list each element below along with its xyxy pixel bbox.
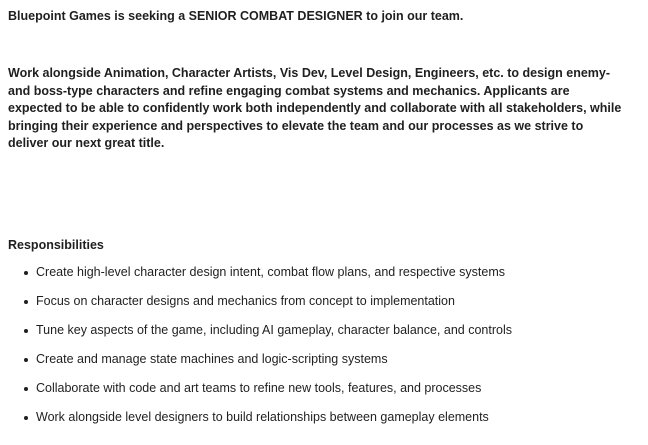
- list-item: [8, 351, 628, 380]
- responsibilities-heading: Responsibilities: [8, 238, 104, 252]
- list-item-text: Work alongside level designers to build relationships between gameplay elements: [36, 410, 489, 424]
- list-item-text: Create high-level character design intent, combat flow plans, and respective systems: [36, 265, 505, 279]
- bullet-icon: [24, 329, 28, 333]
- list-item-text: Create and manage state machines and logic-scripting systems: [36, 352, 388, 366]
- bullet-icon: [24, 387, 28, 391]
- list-item: [8, 264, 628, 293]
- list-item-text: Tune key aspects of the game, including AI gameplay, character balance, and controls: [36, 323, 512, 337]
- list-item: [8, 409, 628, 438]
- job-headline: Bluepoint Games is seeking a SENIOR COMBAT DESIGNER to join our team.: [8, 9, 464, 23]
- bullet-icon: [24, 271, 28, 275]
- list-item: [8, 380, 628, 409]
- list-item-text: Focus on character designs and mechanics from concept to implementation: [36, 294, 455, 308]
- job-intro-paragraph: Work alongside Animation, Character Artists, Vis Dev, Level Design, Engineers, etc. to design enemy- and boss-type characters and refine engaging combat systems and mechanics. Applicants are expected to be able to confidently work both independently and collaborate with all stakeholders, while bringing their experience and perspectives to elevate the team and our processes as we strive to deliver our next great title.: [8, 66, 622, 150]
- bullet-icon: [24, 300, 28, 304]
- bullet-icon: [24, 416, 28, 420]
- responsibilities-list: [8, 264, 628, 438]
- list-item: [8, 293, 628, 322]
- bullet-icon: [24, 358, 28, 362]
- list-item-text: Collaborate with code and art teams to refine new tools, features, and processes: [36, 381, 482, 395]
- list-item: [8, 322, 628, 351]
